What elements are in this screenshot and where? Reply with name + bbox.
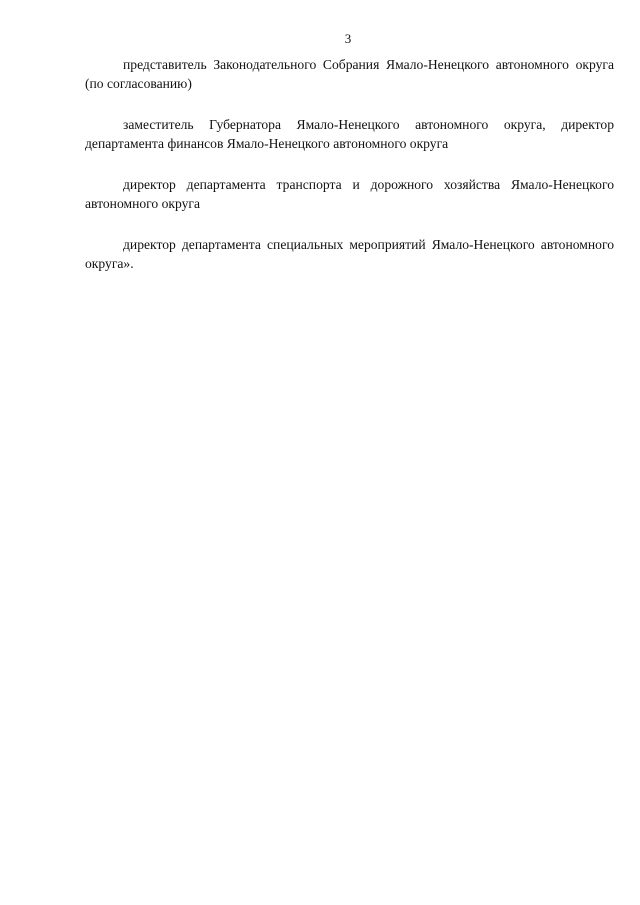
paragraph-deputy-governor: заместитель Губернатора Ямало-Ненецкого автономного округа, директор департамента финансов Ямало-Ненецкого автономного округа [85, 117, 614, 151]
document-body [85, 55, 614, 295]
page-number: 3 [344, 31, 352, 46]
paragraph-legislative-representative: представитель Законодательного Собрания Ямало-Ненецкого автономного округа (по согласованию) [85, 57, 614, 91]
paragraph-special-events-director: директор департамента специальных мероприятий Ямало-Ненецкого автономного округа». [85, 237, 614, 271]
paragraph-transport-director: директор департамента транспорта и дорожного хозяйства Ямало-Ненецкого автономного округа [85, 177, 614, 211]
